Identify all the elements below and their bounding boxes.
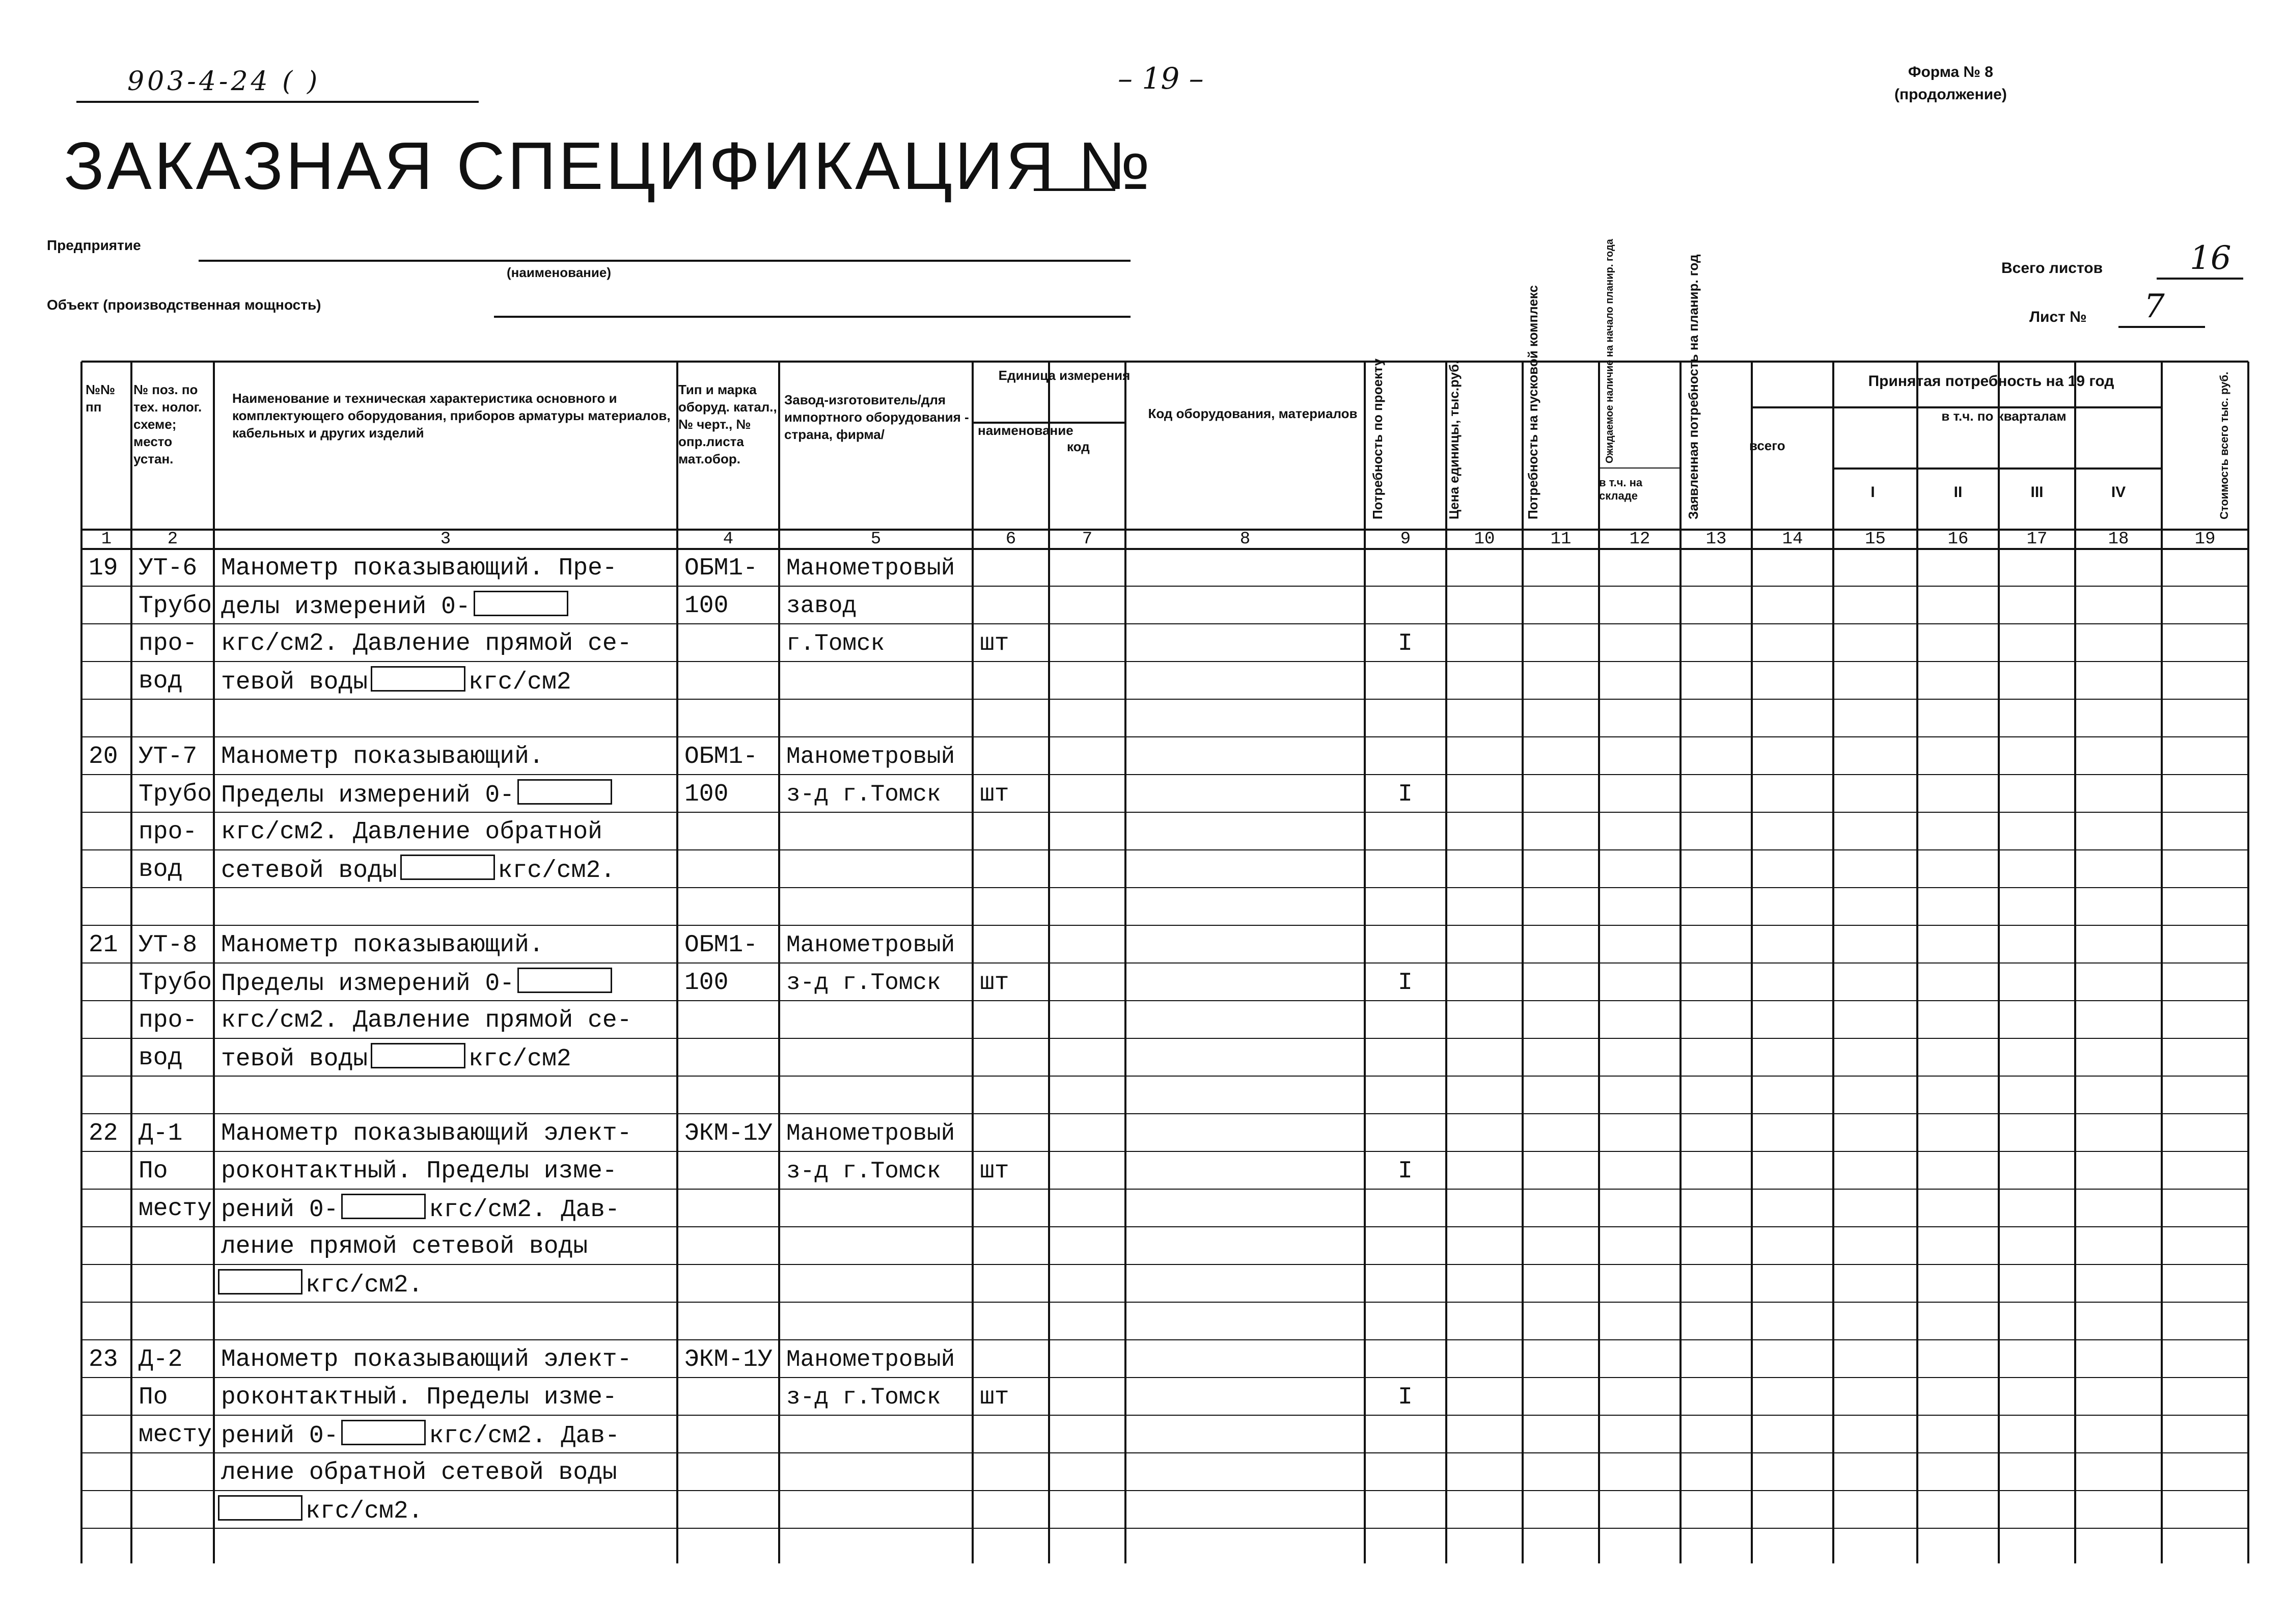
- item-position: Д-1: [139, 1120, 183, 1147]
- item-description-unit: кгс/см2.: [306, 1498, 423, 1525]
- item-position: про-: [139, 818, 198, 846]
- item-type: 100: [684, 592, 729, 620]
- column-number: 1: [101, 530, 112, 549]
- item-description-line: Манометр показывающий элект-: [221, 1346, 632, 1373]
- item-manufacturer: з-д г.Томск: [786, 970, 941, 996]
- blank-input-box: [371, 666, 465, 692]
- item-description-unit: кгс/см2.: [306, 1272, 423, 1299]
- column-number: 16: [1947, 530, 1969, 549]
- item-manufacturer: з-д г.Томск: [786, 1158, 941, 1185]
- item-number: 22: [89, 1120, 118, 1147]
- item-position: вод: [139, 668, 183, 695]
- item-description-line: роконтактный. Пределы изме-: [221, 1384, 617, 1411]
- column-number: 12: [1629, 530, 1650, 549]
- header-col-6: наименование: [978, 423, 1073, 438]
- header-col-2: № поз. по тех. нолог. схеме; место устан.: [133, 382, 202, 466]
- header-quarter-group: в т.ч. по кварталам: [1941, 408, 2067, 424]
- grid-line-horizontal: [81, 812, 2248, 813]
- document-code: 903-4-24 ( ): [127, 66, 321, 97]
- grid-line-horizontal: [81, 1415, 2248, 1416]
- item-description-unit: кгс/см2: [469, 669, 571, 696]
- header-col-5: Завод-изготовитель/для импортного оборудования - страна, фирма/: [784, 392, 969, 442]
- item-manufacturer: Манометровый: [786, 555, 955, 582]
- grid-line-horizontal: [1833, 467, 2162, 470]
- header-col-11: Потребность на пусковой комплекс: [1525, 285, 1540, 519]
- grid-line-horizontal: [81, 1226, 2248, 1227]
- grid-line-horizontal: [81, 1302, 2248, 1303]
- item-description-line: Манометр показывающий.: [221, 931, 544, 959]
- object-field-line: [494, 316, 1131, 318]
- item-type: ОБМ1-: [684, 555, 758, 582]
- header-col-1: №№ пп: [86, 382, 115, 415]
- item-description-line: Манометр показывающий.: [221, 743, 544, 770]
- document-code-underline: [76, 101, 479, 103]
- blank-input-box: [474, 591, 568, 616]
- item-description-line: кгс/см2. Давление обратной: [221, 818, 602, 846]
- item-quantity: I: [1398, 969, 1413, 997]
- grid-line-horizontal: [81, 1490, 2248, 1491]
- item-manufacturer: Манометровый: [786, 1120, 955, 1147]
- header-col-8: Код оборудования, материалов: [1148, 406, 1358, 421]
- grid-line-horizontal: [81, 925, 2248, 926]
- total-sheets-underline: [2157, 278, 2243, 280]
- item-type: ЭКМ-1У: [684, 1346, 773, 1373]
- grid-line-horizontal: [81, 1038, 2248, 1039]
- blank-input-box: [517, 779, 612, 805]
- grid-line-horizontal: [81, 849, 2248, 850]
- header-accepted-group: Принятая потребность на 19 год: [1868, 373, 2114, 390]
- grid-line-horizontal: [81, 1113, 2248, 1114]
- form-label: [1894, 61, 2007, 106]
- item-unit: шт: [980, 1158, 1009, 1185]
- header-quarter-4: IV: [2111, 484, 2126, 501]
- item-description-line: Манометр показывающий. Пре-: [221, 555, 617, 582]
- item-position: про-: [139, 630, 198, 657]
- header-col-9: Потребность по проекту: [1370, 359, 1385, 519]
- item-position: Д-2: [139, 1346, 183, 1373]
- item-type: 100: [684, 781, 729, 808]
- total-sheets-label: Всего листов: [2001, 260, 2103, 277]
- sheet-number-label: Лист №: [2029, 309, 2087, 325]
- grid-line-horizontal: [81, 1189, 2248, 1190]
- grid-line-horizontal: [81, 661, 2248, 662]
- header-col-12-warehouse: в т.ч. на складе: [1599, 476, 1643, 502]
- item-type: ЭКМ-1У: [684, 1120, 773, 1147]
- header-col-13: Заявленная потребность на планир. год: [1686, 254, 1701, 519]
- item-type: 100: [684, 969, 729, 997]
- item-description-unit: кгс/см2. Дав-: [429, 1422, 620, 1450]
- blank-input-box: [218, 1495, 302, 1521]
- item-description-line: ление обратной сетевой воды: [221, 1459, 617, 1487]
- item-position: По: [139, 1384, 168, 1411]
- grid-line-horizontal: [81, 962, 2248, 964]
- column-number: 15: [1865, 530, 1886, 549]
- blank-input-box: [400, 855, 495, 880]
- item-unit: шт: [980, 630, 1009, 657]
- item-quantity: I: [1398, 1158, 1413, 1185]
- item-description-line: [215, 1495, 423, 1527]
- sheet-number-value: 7: [2144, 288, 2165, 325]
- header-unit-group: Единица измерения: [998, 368, 1131, 383]
- item-description-unit: кгс/см2: [469, 1045, 571, 1073]
- total-sheets-value: 16: [2190, 239, 2232, 277]
- item-quantity: I: [1398, 630, 1413, 657]
- item-position: По: [139, 1158, 168, 1185]
- grid-line-horizontal: [81, 1377, 2248, 1378]
- item-manufacturer: г.Томск: [786, 630, 885, 657]
- item-manufacturer: завод: [786, 593, 857, 619]
- item-description-line: Пределы измерений 0-: [221, 968, 615, 999]
- item-manufacturer: Манометровый: [786, 744, 955, 770]
- item-unit: шт: [980, 781, 1009, 808]
- column-number: 19: [2194, 530, 2216, 549]
- item-number: 20: [89, 743, 118, 770]
- item-description-line: кгс/см2. Давление прямой се-: [221, 1007, 632, 1034]
- item-description-line: роконтактный. Пределы изме-: [221, 1158, 617, 1185]
- column-number: 7: [1082, 530, 1093, 549]
- header-col-3: Наименование и техническая характеристика основного и комплектующего оборудования, приборов арматуры материалов, кабельных и других изделий: [232, 391, 671, 441]
- sheet-number-underline: [2118, 326, 2205, 328]
- grid-line-horizontal: [1599, 467, 1681, 469]
- document-title: ЗАКАЗНАЯ СПЕЦИФИКАЦИЯ №: [64, 128, 1153, 203]
- item-quantity: I: [1398, 1384, 1413, 1411]
- item-position: месту: [139, 1195, 212, 1223]
- item-manufacturer: Манометровый: [786, 932, 955, 958]
- item-position: Трубо: [139, 969, 212, 997]
- grid-line-horizontal: [81, 1264, 2248, 1265]
- item-type: ОБМ1-: [684, 743, 758, 770]
- blank-input-box: [341, 1194, 426, 1219]
- grid-line-horizontal: [81, 1076, 2248, 1077]
- enterprise-label: Предприятие: [47, 237, 141, 253]
- title-number-line: [1034, 188, 1115, 191]
- item-description-line: ление прямой сетевой воды: [221, 1233, 588, 1260]
- column-number: 17: [2026, 530, 2048, 549]
- item-position: Трубо: [139, 592, 212, 620]
- grid-line-horizontal: [81, 1452, 2248, 1453]
- item-position: Трубо: [139, 781, 212, 808]
- item-manufacturer: Манометровый: [786, 1346, 955, 1373]
- column-number: 9: [1400, 530, 1411, 549]
- grid-line-horizontal: [81, 1151, 2248, 1152]
- header-quarter-3: III: [2030, 484, 2044, 501]
- header-col-12-stock: Ожидаемое наличие на начало планир. года: [1604, 239, 1615, 463]
- header-col-14: всего: [1749, 438, 1785, 453]
- item-description-line: Пределы измерений 0-: [221, 779, 615, 811]
- blank-input-box: [218, 1269, 302, 1295]
- item-description-unit: кгс/см2.: [498, 857, 616, 885]
- item-unit: шт: [980, 969, 1009, 997]
- item-position: вод: [139, 1044, 183, 1072]
- form-label-number: Форма № 8: [1908, 64, 1993, 80]
- item-position: УТ-6: [139, 555, 198, 582]
- grid-line-horizontal: [81, 699, 2248, 700]
- grid-line-horizontal: [81, 1528, 2248, 1529]
- blank-input-box: [341, 1420, 426, 1445]
- item-description-line: кгс/см2. Давление прямой се-: [221, 630, 632, 657]
- object-label: Объект (производственная мощность): [47, 297, 321, 313]
- form-label-continuation: (продолжение): [1894, 86, 2007, 103]
- item-position: УТ-7: [139, 743, 198, 770]
- page-number: – 19 –: [1118, 61, 1204, 96]
- grid-line-horizontal: [81, 736, 2248, 737]
- item-position: месту: [139, 1421, 212, 1449]
- header-col-19: Стоимость всего тыс. руб.: [2218, 371, 2230, 519]
- blank-input-box: [371, 1043, 465, 1068]
- header-quarter-2: II: [1953, 484, 1963, 501]
- grid-line-horizontal: [81, 586, 2248, 587]
- item-unit: шт: [980, 1384, 1009, 1411]
- item-position: про-: [139, 1007, 198, 1034]
- column-number: 2: [167, 530, 178, 549]
- column-number: 5: [870, 530, 882, 549]
- item-description-line: Манометр показывающий элект-: [221, 1120, 632, 1147]
- item-position: УТ-8: [139, 931, 198, 959]
- column-number: 14: [1782, 530, 1803, 549]
- header-col-7: код: [1067, 439, 1090, 454]
- header-col-4: Тип и марка оборуд. катал., № черт., № опр.листа мат.обор.: [678, 382, 777, 466]
- item-description-line: тевой воды кгс/см2: [221, 666, 571, 698]
- item-position: вод: [139, 856, 183, 884]
- grid-line-horizontal: [81, 1339, 2248, 1340]
- grid-line-horizontal: [973, 422, 1125, 424]
- item-type: ОБМ1-: [684, 931, 758, 959]
- grid-line-horizontal: [81, 774, 2248, 775]
- item-description-unit: кгс/см2. Дав-: [429, 1196, 620, 1224]
- column-number: 6: [1005, 530, 1016, 549]
- column-number: 8: [1240, 530, 1251, 549]
- item-quantity: I: [1398, 781, 1413, 808]
- column-number: 11: [1550, 530, 1572, 549]
- column-number: 13: [1705, 530, 1727, 549]
- header-col-10: Цена единицы, тыс.руб.: [1446, 360, 1462, 519]
- item-description-line: делы измерений 0-: [221, 591, 571, 622]
- item-manufacturer: з-д г.Томск: [786, 781, 941, 808]
- column-number: 10: [1474, 530, 1495, 549]
- column-number: 4: [723, 530, 734, 549]
- grid-line-horizontal: [81, 623, 2248, 624]
- grid-line-horizontal: [1752, 406, 2162, 408]
- item-number: 21: [89, 931, 118, 959]
- item-description-line: тевой воды кгс/см2: [221, 1043, 571, 1075]
- item-description-line: рений 0- кгс/см2. Дав-: [221, 1194, 620, 1225]
- grid-line-horizontal: [81, 1000, 2248, 1001]
- naming-caption: (наименование): [507, 265, 611, 280]
- item-description-line: сетевой воды кгс/см2.: [221, 855, 615, 886]
- item-manufacturer: з-д г.Томск: [786, 1384, 941, 1411]
- blank-input-box: [517, 968, 612, 993]
- grid-line-horizontal: [81, 361, 2248, 363]
- item-description-line: [215, 1269, 423, 1301]
- item-number: 23: [89, 1346, 118, 1373]
- column-number: 3: [440, 530, 451, 549]
- item-description-line: рений 0- кгс/см2. Дав-: [221, 1420, 620, 1451]
- enterprise-field-line: [199, 260, 1131, 262]
- header-quarter-1: I: [1870, 484, 1875, 501]
- item-number: 19: [89, 555, 118, 582]
- column-number: 18: [2108, 530, 2129, 549]
- grid-line-horizontal: [81, 887, 2248, 888]
